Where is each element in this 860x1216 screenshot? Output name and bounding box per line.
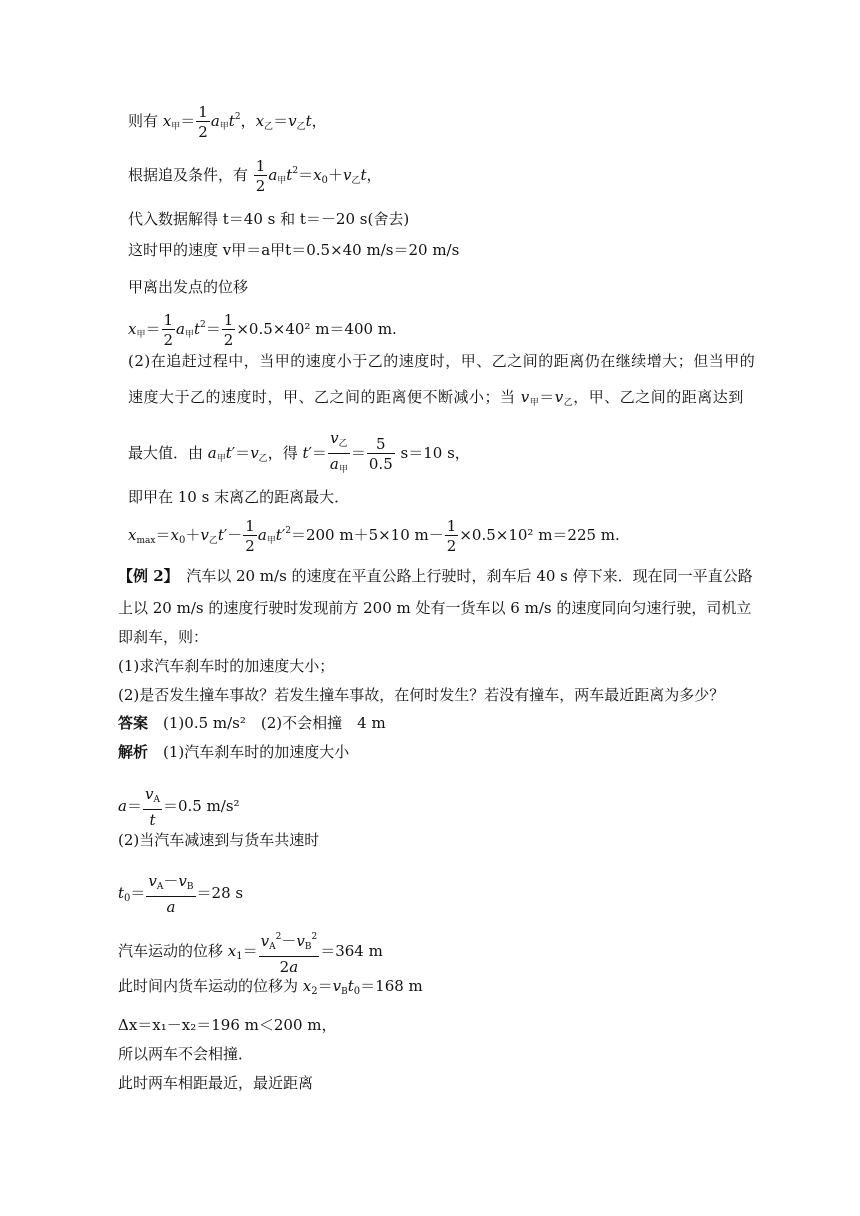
equation-line-x-positions: 则有 $x_甲=$ $\frac{1}{2}$ $a_甲t^2$，$x_乙=v_乙t$， — [128, 103, 327, 141]
answer-line: 答案 (1)0.5 m/s² (2)不会相撞 4 m — [118, 714, 386, 732]
equation-x1: 汽车运动的位移 $x_1=$ $\frac{v_A^2-v_B^2}{2a}$ ＝364 m — [118, 929, 383, 975]
analysis-label: 解析 — [118, 743, 149, 761]
example-2-question-line-2: 上以 20 m/s 的速度行驶时发现前方 200 m 处有一货车以 6 m/s 的速度同向匀速行驶，司机立 — [118, 599, 752, 617]
equation-line-max-distance-time: 最大值．由 $a_甲t'=v_乙$，得 t′＝ $\frac{v_乙}{a_甲}$ ＝ $\frac{5}{0.5}$ s＝10 s， — [128, 429, 470, 475]
text-line-common-speed: (2)当汽车减速到与货车共速时 — [118, 831, 320, 849]
text-line-chase-process-2: 速度大于乙的速度时，甲、乙之间的距离便不断减小；当 $v_甲=v_乙$，甲、乙之间的距离达到 — [128, 388, 744, 408]
analysis-line: 解析 (1)汽车刹车时的加速度大小 — [118, 743, 350, 761]
text-line-closest-distance: 此时两车相距最近，最近距离 — [118, 1074, 314, 1092]
example-2-question-line-1: 【例 2】 汽车以 20 m/s 的速度在平直公路上行驶时，刹车后 40 s 停下来．现在同一平直公路 — [118, 567, 753, 585]
text-line-no-collision: 所以两车不会相撞． — [118, 1045, 254, 1063]
equation-line-displacement-jia: $x_甲=$ $\frac{1}{2}$ $a_甲t^2=$ $\frac{1}{2}$ ×0.5×40² m＝400 m. — [128, 311, 397, 349]
equation-acceleration: a＝ $\frac{v_A}{t}$ ＝0.5 m/s² — [118, 785, 240, 829]
text-line-displacement-label: 甲离出发点的位移 — [128, 278, 249, 296]
text-line-velocity-jia: 这时甲的速度 v甲＝a甲t＝0.5×40 m/s＝20 m/s — [128, 241, 460, 259]
text-line-chase-process-1: (2)在追赶过程中，当甲的速度小于乙的速度时，甲、乙之间的距离仍在继续增大；但当甲的 — [128, 352, 756, 370]
example-2-question-part-2: (2)是否发生撞车事故？若发生撞车事故，在何时发生？若没有撞车，两车最近距离为多少？ — [118, 686, 725, 704]
text-line-max-at-10s: 即甲在 10 s 末离乙的距离最大． — [128, 488, 350, 506]
equation-x2: 此时间内货车运动的位移为 $x_2=v_Bt_0=168$ m — [118, 977, 423, 997]
equation-delta-x: Δx＝x₁－x₂＝196 m＜200 m， — [118, 1016, 337, 1034]
example-2-question-line-3: 即刹车，则： — [118, 628, 209, 646]
example-2-label: 【例 2】 — [118, 567, 172, 585]
text-line-solve-t: 代入数据解得 t＝40 s 和 t＝－20 s(舍去) — [128, 210, 410, 228]
equation-line-catch-up-condition: 根据追及条件，有 $\frac{1}{2}$ $a_甲t^2=x_0+v_乙t$， — [128, 157, 382, 195]
equation-t0: $t_0=$ $\frac{v_A-v_B}{a}$ ＝28 s — [118, 872, 244, 916]
example-2-question-part-1: (1)求汽车刹车时的加速度大小； — [118, 657, 335, 675]
equation-line-x-max: $x_{max}=x_0+v_乙t'-$ $\frac{1}{2}$ $a_甲t'^2=200$ m＋5×10 m－ $\frac{1}{2}$ ×0.5×10² m＝225 m. — [128, 517, 620, 555]
answer-label: 答案 — [118, 714, 149, 732]
